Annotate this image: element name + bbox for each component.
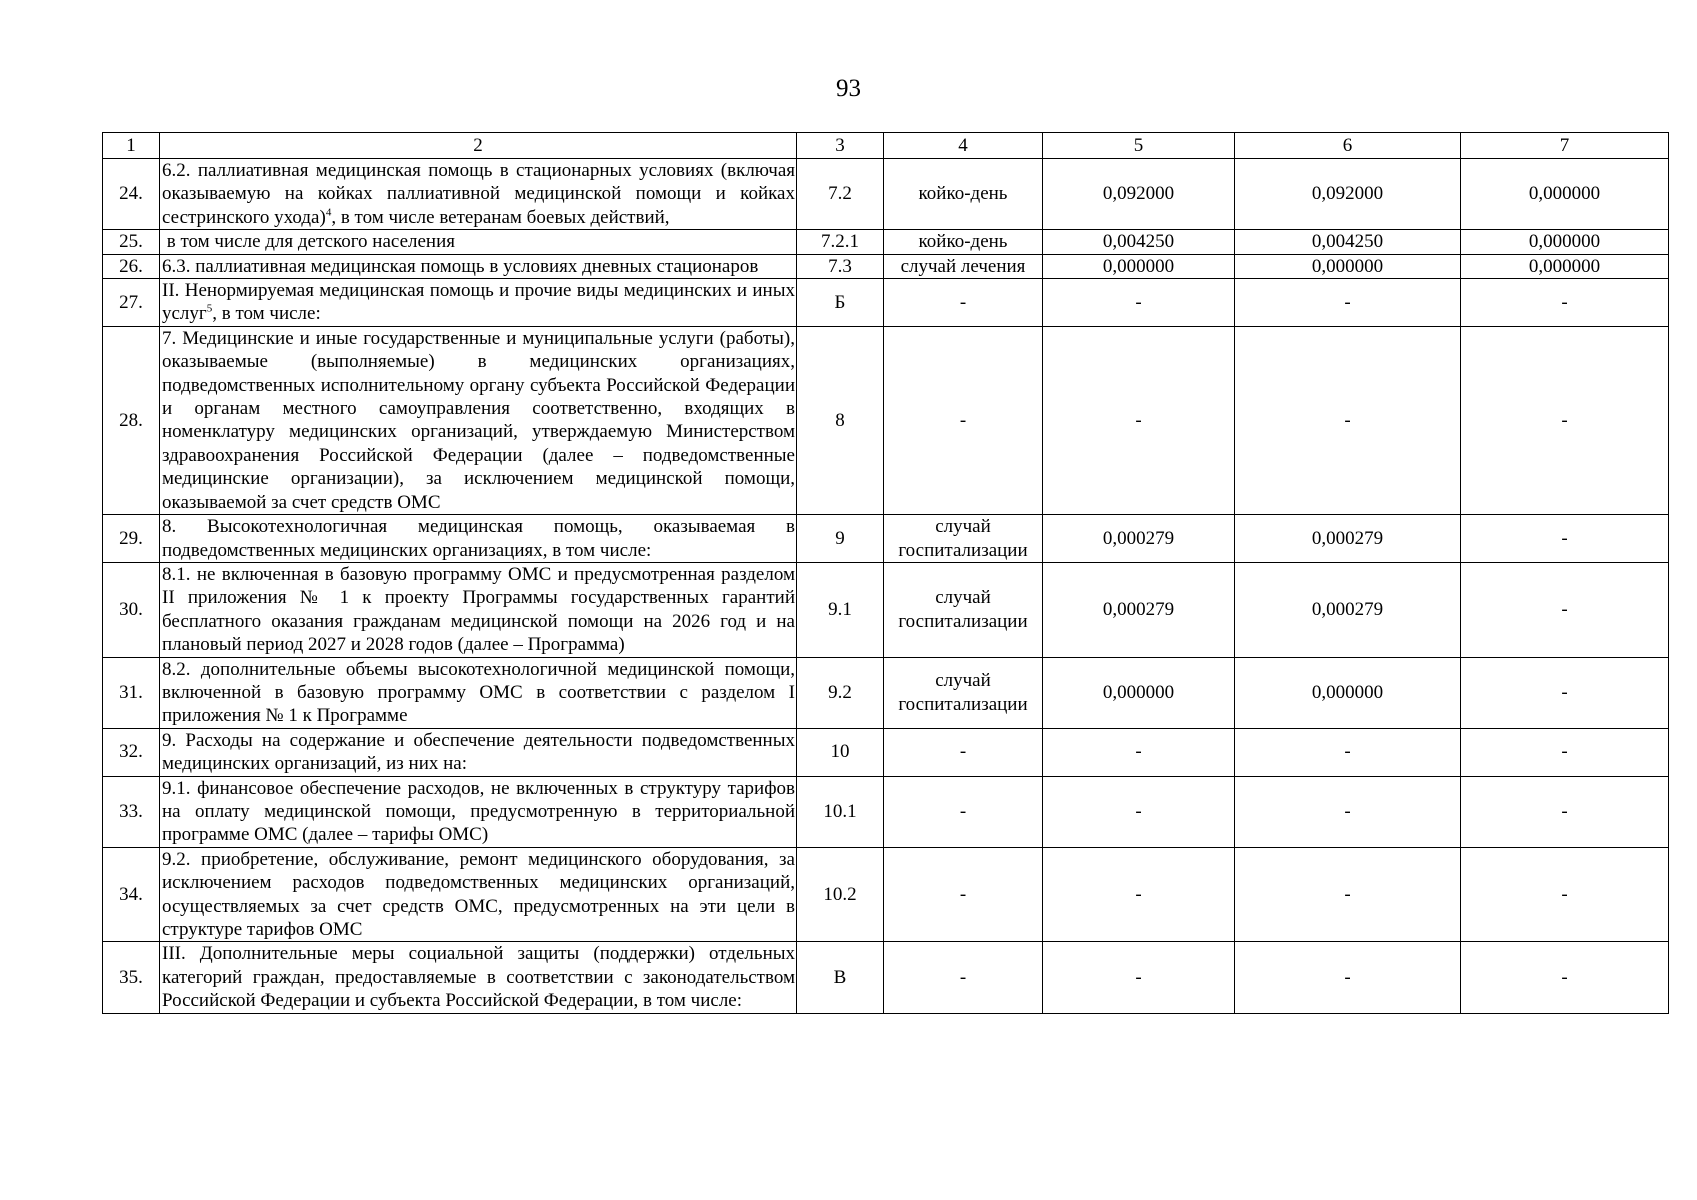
column-header-6: 6 [1235,133,1461,159]
row-description: 9.1. финансовое обеспечение расходов, не включенных в структуру тарифов на оплату медицинской помощи, предусмотренную в территориальной программе ОМС (далее – тарифы ОМС) [160,776,797,847]
table-row [103,279,1669,327]
column-header-3: 3 [797,133,884,159]
row-code: 10 [797,728,884,776]
column-header-2: 2 [160,133,797,159]
row-number: 35. [103,942,160,1013]
row-unit: случай лечения [884,254,1043,278]
row-value-5: 0,092000 [1043,159,1235,230]
row-description-text: II. Ненормируемая медицинская помощь и прочие виды медицинских и иных услуг [162,280,795,325]
row-value-6: - [1235,326,1461,514]
row-unit: случай госпитализации [884,657,1043,728]
row-value-5: 0,000000 [1043,657,1235,728]
row-unit: - [884,847,1043,942]
table-row [103,776,1669,847]
row-value-7: - [1461,942,1669,1013]
table-row [103,657,1669,728]
row-number: 28. [103,326,160,514]
row-value-6: - [1235,776,1461,847]
data-table [102,132,1669,1014]
page-number: 93 [836,75,861,102]
table-row [103,159,1669,230]
row-unit: - [884,728,1043,776]
row-description: 8. Высокотехнологичная медицинская помощь, оказываемая в подведомственных медицинских организациях, в том числе: [160,515,797,563]
row-value-6: 0,000000 [1235,657,1461,728]
row-value-6: 0,004250 [1235,230,1461,254]
row-unit: случай госпитализации [884,515,1043,563]
row-unit: койко-день [884,230,1043,254]
row-value-5: 0,000279 [1043,515,1235,563]
row-number: 32. [103,728,160,776]
row-code: Б [797,279,884,327]
row-value-6: 0,092000 [1235,159,1461,230]
row-value-7: - [1461,728,1669,776]
row-value-5: 0,000000 [1043,254,1235,278]
row-number: 34. [103,847,160,942]
row-value-5: - [1043,728,1235,776]
row-description: 6.3. паллиативная медицинская помощь в условиях дневных стационаров [160,254,797,278]
row-value-7: - [1461,515,1669,563]
column-header-4: 4 [884,133,1043,159]
row-value-6: 0,000000 [1235,254,1461,278]
row-code: 8 [797,326,884,514]
table-row [103,326,1669,514]
row-value-7: - [1461,776,1669,847]
row-number: 27. [103,279,160,327]
row-value-6: - [1235,728,1461,776]
row-description: 7. Медицинские и иные государственные и муниципальные услуги (работы), оказываемые (выполняемые) в медицинских организациях, подведомственных исполнительному органу субъекта Российской Федерации и органам местного самоуправления соответственно, входящих в номенклатуру медицинских организаций, утверждаемую Министерством здравоохранения Российской Федерации (далее – подведомственные медицинские организации), за исключением медицинской помощи, оказываемой за счет средств ОМС [160,326,797,514]
row-value-7: - [1461,279,1669,327]
row-description: 9.2. приобретение, обслуживание, ремонт медицинского оборудования, за исключением расходов подведомственных медицинских организаций, осуществляемых за счет средств ОМС, предусмотренных на эти цели в структуре тарифов ОМС [160,847,797,942]
row-description [160,279,797,327]
row-unit: случай госпитализации [884,562,1043,657]
row-number: 31. [103,657,160,728]
column-header-7: 7 [1461,133,1669,159]
row-description-tail: , в том числе: [212,303,321,325]
row-value-5: - [1043,326,1235,514]
row-code: 9.2 [797,657,884,728]
row-description [160,159,797,230]
row-code: 9 [797,515,884,563]
row-description: в том числе для детского населения [160,230,797,254]
row-value-7: - [1461,657,1669,728]
row-number: 33. [103,776,160,847]
row-value-6: - [1235,942,1461,1013]
header-row [103,133,1669,159]
row-value-7: - [1461,562,1669,657]
column-header-5: 5 [1043,133,1235,159]
row-description: III. Дополнительные меры социальной защиты (поддержки) отдельных категорий граждан, предоставляемые в соответствии с законодательством Российской Федерации и субъекта Российской Федерации, в том числе: [160,942,797,1013]
row-value-6: - [1235,279,1461,327]
row-description: 8.1. не включенная в базовую программу ОМС и предусмотренная разделом II приложения № 1 к проекту Программы государственных гарантий бесплатного оказания гражданам медицинской помощи на 2026 год и на плановый период 2027 и 2028 годов (далее – Программа) [160,562,797,657]
row-value-6: - [1235,847,1461,942]
table-row [103,254,1669,278]
row-value-7: 0,000000 [1461,254,1669,278]
row-description: 9. Расходы на содержание и обеспечение деятельности подведомственных медицинских организаций, из них на: [160,728,797,776]
table-row [103,515,1669,563]
row-description: 8.2. дополнительные объемы высокотехнологичной медицинской помощи, включенной в базовую программу ОМС в соответствии с разделом I приложения № 1 к Программе [160,657,797,728]
row-value-5: - [1043,776,1235,847]
row-number: 29. [103,515,160,563]
row-code: 7.3 [797,254,884,278]
row-value-7: 0,000000 [1461,159,1669,230]
row-value-7: - [1461,326,1669,514]
column-header-1: 1 [103,133,160,159]
row-description-text: 6.2. паллиативная медицинская помощь в стационарных условиях (включая оказываемую на койках паллиативной медицинской помощи и койках сестринского ухода) [162,160,795,228]
row-value-5: - [1043,279,1235,327]
row-code: В [797,942,884,1013]
row-code: 7.2.1 [797,230,884,254]
row-value-5: 0,000279 [1043,562,1235,657]
row-number: 24. [103,159,160,230]
table-row [103,942,1669,1013]
row-code: 7.2 [797,159,884,230]
row-number: 25. [103,230,160,254]
row-code: 10.1 [797,776,884,847]
row-value-7: 0,000000 [1461,230,1669,254]
row-unit: койко-день [884,159,1043,230]
row-value-5: - [1043,942,1235,1013]
table-row [103,230,1669,254]
row-unit: - [884,326,1043,514]
row-value-7: - [1461,847,1669,942]
row-value-6: 0,000279 [1235,562,1461,657]
row-value-5: - [1043,847,1235,942]
footnote-mark: 4 [325,206,332,219]
row-code: 10.2 [797,847,884,942]
row-value-5: 0,004250 [1043,230,1235,254]
row-number: 30. [103,562,160,657]
row-unit: - [884,279,1043,327]
row-value-6: 0,000279 [1235,515,1461,563]
table-row [103,728,1669,776]
footnote-mark: 5 [206,303,213,316]
row-number: 26. [103,254,160,278]
row-description-tail: , в том числе ветеранам боевых действий, [331,206,670,228]
row-unit: - [884,942,1043,1013]
table-row [103,562,1669,657]
row-code: 9.1 [797,562,884,657]
row-unit: - [884,776,1043,847]
table-row [103,847,1669,942]
